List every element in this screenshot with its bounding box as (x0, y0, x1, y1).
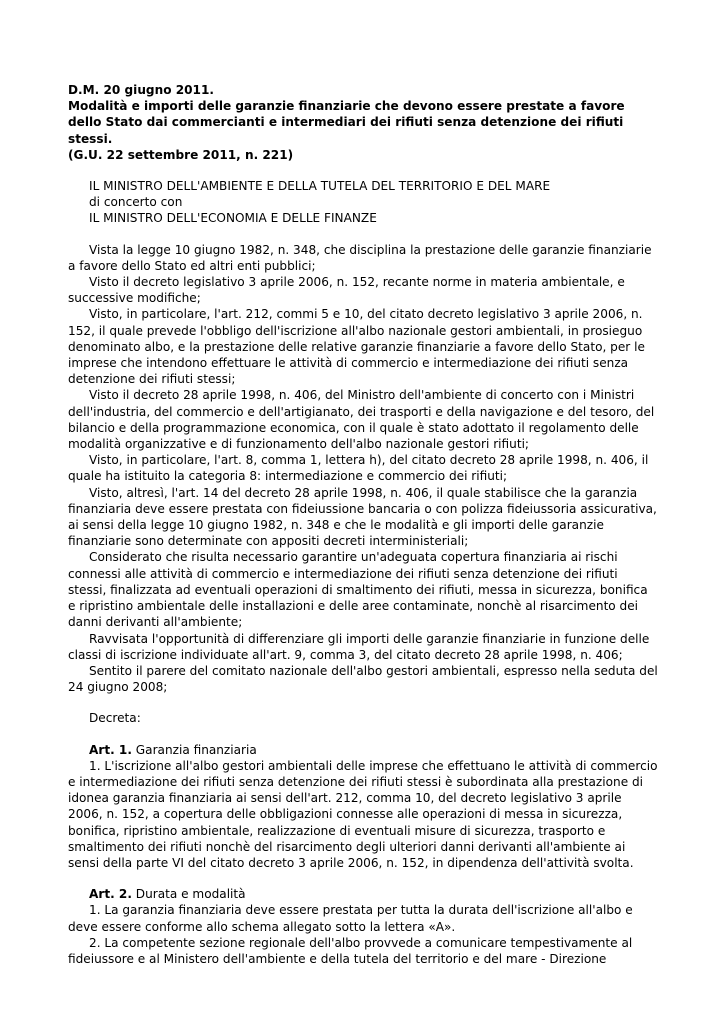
article-heading (68, 886, 658, 902)
concert-line: di concerto con (89, 195, 183, 210)
article-2 (68, 886, 658, 967)
preamble-paragraph: Ravvisata l'opportunità di differenziare gli importi delle garanzie finanziarie in funzione delle classi di iscrizione individuate all'art. 9, comma 3, del citato decreto 28 aprile 1998, n. 406; (68, 631, 650, 662)
document-page (68, 82, 658, 967)
article-paragraph: 2. La competente sezione regionale dell'albo provvede a comunicare tempestivamente al fideiussore e al Ministero dell'ambiente e della tutela del territorio e del mare - Direzione (68, 935, 633, 966)
minister-economy: IL MINISTRO DELL'ECONOMIA E DELLE FINANZE (89, 211, 377, 226)
preamble-paragraph: Visto, in particolare, l'art. 8, comma 1, lettera h), del citato decreto 28 aprile 1998, n. 406, il quale ha istituito la categoria 8: intermediazione e commercio dei rifiuti; (68, 453, 649, 484)
article-1 (68, 742, 658, 872)
article-number: Art. 2. (89, 887, 132, 902)
preamble-paragraph: Considerato che risulta necessario garantire un'adeguata copertura finanziaria ai rischi connessi alle attività di commercio e intermediazione dei rifiuti senza detenzione dei rifiuti stessi, finalizzata ad eventuali operazioni di smaltimento dei rifiuti, messa in sicurezza, bonifica e ripristino ambientale delle installazioni e delle aree contaminate, nonchè al risarcimento dei danni derivanti all'ambiente; (68, 550, 648, 630)
article-title: Garanzia finanziaria (135, 742, 257, 757)
article-paragraph: 1. L'iscrizione all'albo gestori ambientali delle imprese che effettuano le attività di commercio e intermediazione dei rifiuti senza detenzione dei rifiuti stessi è subordinata alla prestazione di idonea garanzia finanziaria ai sensi dell'art. 212, comma 10, del decreto legislativo 3 aprile 2006, n. 152, a copertura delle obbligazioni connesse alle operazioni di messa in sicurezza, bonifica, ripristino ambientale, realizzazione di eventuali misure di sicurezza, trasporto e smaltimento dei rifiuti nonchè del risarcimento degli ulteriori danni derivanti all'ambiente ai sensi della parte VI del citato decreto 3 aprile 2006, n. 152, in dipendenza dell'attività svolta. (68, 758, 658, 870)
minister-environment: IL MINISTRO DELL'AMBIENTE E DELLA TUTELA DEL TERRITORIO E DEL MARE (89, 179, 551, 194)
article-number: Art. 1. (89, 742, 132, 757)
preamble-paragraph: Sentito il parere del comitato nazionale dell'albo gestori ambientali, espresso nella seduta del 24 giugno 2008; (68, 663, 658, 695)
article-title: Durata e modalità (135, 887, 246, 902)
article-heading (68, 742, 658, 758)
preamble-paragraph: Visto, altresì, l'art. 14 del decreto 28 aprile 1998, n. 406, il quale stabilisce che la garanzia finanziaria deve essere prestata con fideiussione bancaria o con polizza fideiussoria assicurativa, ai sensi della legge 10 giugno 1982, n. 348 e che le modalità e gli importi delle garanzie finanziarie sono determinate con appositi decreti interministeriali; (68, 485, 657, 549)
ministers-intro (68, 178, 658, 227)
preamble-paragraph: Visto il decreto legislativo 3 aprile 2006, n. 152, recante norme in materia ambientale, e successive modifiche; (68, 275, 625, 306)
decree-title: Modalità e importi delle garanzie finanziarie che devono essere prestate a favore dello Stato dai commercianti e intermediari dei rifiuti senza detenzione dei rifiuti stessi. (68, 99, 625, 146)
document-header (68, 82, 658, 163)
preamble (68, 242, 658, 696)
preamble-paragraph: Visto, in particolare, l'art. 212, commi 5 e 10, del citato decreto legislativo 3 aprile 2006, n. 152, il quale prevede l'obbligo dell'iscrizione all'albo nazionale gestori ambientali, in prosieguo denominato albo, e la prestazione delle relative garanzie finanziarie a favore dello Stato, per le imprese che intendono effettuare le attività di commercio e intermediazione dei rifiuti senza detenzione dei rifiuti stessi; (68, 307, 645, 387)
preamble-paragraph: Visto il decreto 28 aprile 1998, n. 406, del Ministro dell'ambiente di concerto con i Ministri dell'industria, del commercio e dell'artigianato, dei trasporti e della navigazione e del tesoro, del bilancio e della programmazione economica, con il quale è stato adottato il regolamento delle modalità organizzative e di funzionamento dell'albo nazionale gestori rifiuti; (68, 388, 655, 452)
article-paragraph: 1. La garanzia finanziaria deve essere prestata per tutta la durata dell'iscrizione all'albo e deve essere conforme allo schema allegato sotto la lettera «A». (68, 903, 633, 934)
preamble-paragraph: Vista la legge 10 giugno 1982, n. 348, che disciplina la prestazione delle garanzie finanziarie a favore dello Stato ed altri enti pubblici; (68, 242, 652, 273)
decreta-heading: Decreta: (89, 711, 141, 726)
decree-date: D.M. 20 giugno 2011. (68, 83, 214, 97)
gazette-reference: (G.U. 22 settembre 2011, n. 221) (68, 147, 294, 162)
